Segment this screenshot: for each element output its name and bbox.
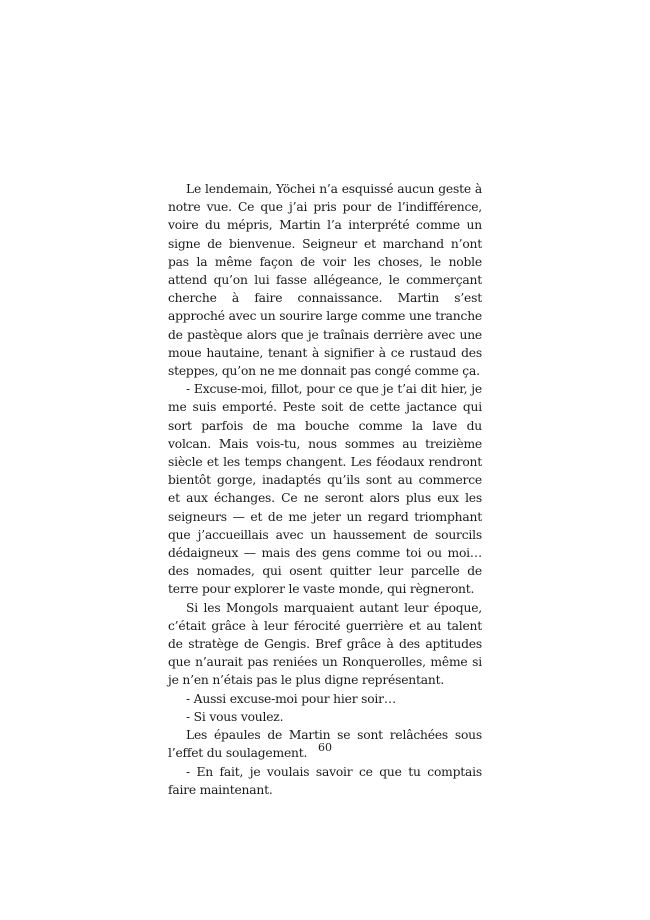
paragraph-6: Les épaules de Martin se sont relâchées sous l’effet du soulagement.	[168, 728, 482, 761]
paragraph-4: - Aussi excuse-moi pour hier soir…	[186, 691, 396, 706]
body-text	[168, 180, 482, 799]
paragraph-1: Le lendemain, Yöchei n’a esquissé aucun geste à notre vue. Ce que j’ai pris pour de l’indifférence, voire du mépris, Martin l’a interprété comme un signe de bienvenue. Seigneur et marchand n’ont pas la même façon de voir les choses, le noble attend qu’on lui fasse allégeance, le commerçant cherche à faire connaissance. Martin s’est approché avec un sourire large comme une tranche de pastèque alors que je traînais derrière avec une moue hautaine, tenant à signifier à ce rustaud des steppes, qu’on ne me donnait pas congé comme ça.	[168, 182, 482, 379]
paragraph-7: - En fait, je voulais savoir ce que tu comptais faire maintenant.	[168, 764, 482, 797]
paragraph-3: Si les Mongols marquaient autant leur époque, c’était grâce à leur férocité guerrière et au talent de stratège de Gengis. Bref grâce à des aptitudes que n’aurait pas reniées un Ronquerolles, même si je n’en n’étais pas le plus digne représentant.	[168, 600, 482, 688]
paragraph-5: - Si vous voulez.	[186, 709, 284, 724]
page-number: 60	[318, 741, 332, 754]
paragraph-2: - Excuse-moi, fillot, pour ce que je t’ai dit hier, je me suis emporté. Peste soit de cette jactance qui sort parfois de ma bouche comme la lave du volcan. Mais vois-tu, nous sommes au treizième siècle et les temps changent. Les féodaux rendront bientôt gorge, inadaptés qu’ils sont au commerce et aux échanges. Ce ne seront alors plus eux les seigneurs — et de me jeter un regard triomphant que j’accueillais avec un haussement de sourcils dédaigneux — mais des gens comme toi ou moi… des nomades, qui osent quitter leur parcelle de terre pour explorer le vaste monde, qui règneront.	[168, 382, 482, 597]
